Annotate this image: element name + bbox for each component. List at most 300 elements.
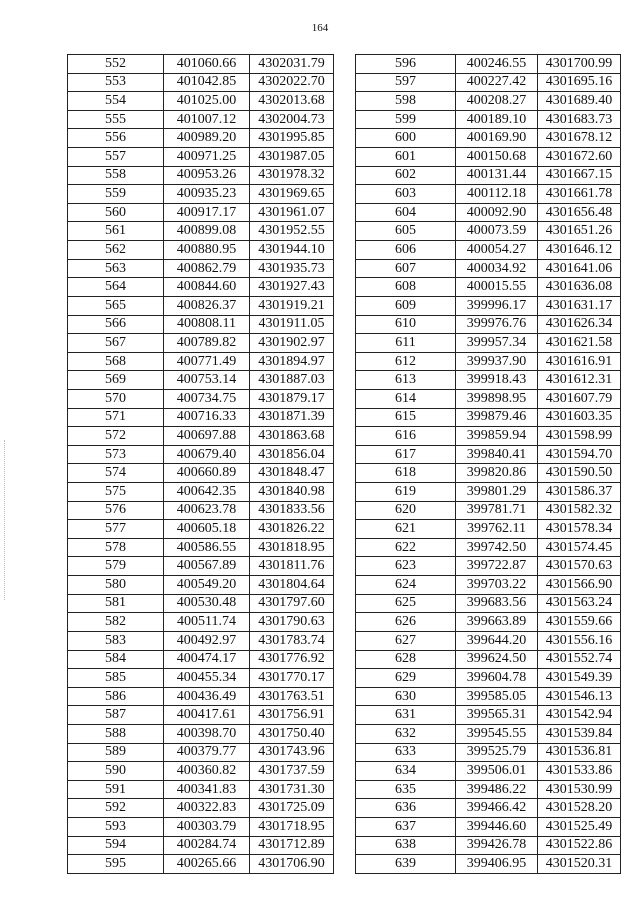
point-number-cell: 626 xyxy=(356,613,456,632)
point-number-cell: 618 xyxy=(356,464,456,483)
x-coordinate-cell: 399859.94 xyxy=(456,427,538,446)
point-number-cell: 638 xyxy=(356,836,456,855)
y-coordinate-cell: 4301566.90 xyxy=(538,576,621,595)
y-coordinate-cell: 4301539.84 xyxy=(538,724,621,743)
table-row xyxy=(356,501,621,520)
table-row xyxy=(68,631,334,650)
point-number-cell: 610 xyxy=(356,315,456,334)
point-number-cell: 599 xyxy=(356,110,456,129)
table-row xyxy=(356,352,621,371)
table-row xyxy=(68,334,334,353)
y-coordinate-cell: 4301887.03 xyxy=(250,371,334,390)
table-row xyxy=(356,594,621,613)
point-number-cell: 629 xyxy=(356,669,456,688)
table-row xyxy=(356,687,621,706)
coordinates-table-right-body xyxy=(356,55,621,874)
x-coordinate-cell: 400474.17 xyxy=(164,650,250,669)
margin-scan-mark xyxy=(4,440,6,600)
table-row xyxy=(68,687,334,706)
y-coordinate-cell: 4301607.79 xyxy=(538,389,621,408)
x-coordinate-cell: 400341.83 xyxy=(164,780,250,799)
y-coordinate-cell: 4301636.08 xyxy=(538,278,621,297)
table-row xyxy=(68,92,334,111)
table-row xyxy=(356,110,621,129)
y-coordinate-cell: 4301695.16 xyxy=(538,73,621,92)
point-number-cell: 609 xyxy=(356,296,456,315)
table-row xyxy=(68,166,334,185)
x-coordinate-cell: 399703.22 xyxy=(456,576,538,595)
x-coordinate-cell: 399624.50 xyxy=(456,650,538,669)
x-coordinate-cell: 400246.55 xyxy=(456,55,538,74)
table-row xyxy=(356,92,621,111)
point-number-cell: 625 xyxy=(356,594,456,613)
y-coordinate-cell: 4301678.12 xyxy=(538,129,621,148)
table-row xyxy=(68,389,334,408)
point-number-cell: 584 xyxy=(68,650,164,669)
x-coordinate-cell: 399898.95 xyxy=(456,389,538,408)
y-coordinate-cell: 4301863.68 xyxy=(250,427,334,446)
table-row xyxy=(356,836,621,855)
y-coordinate-cell: 4301790.63 xyxy=(250,613,334,632)
table-row xyxy=(68,483,334,502)
x-coordinate-cell: 400530.48 xyxy=(164,594,250,613)
table-row xyxy=(68,724,334,743)
table-row xyxy=(68,706,334,725)
x-coordinate-cell: 400015.55 xyxy=(456,278,538,297)
x-coordinate-cell: 400092.90 xyxy=(456,203,538,222)
y-coordinate-cell: 4301871.39 xyxy=(250,408,334,427)
table-row xyxy=(356,762,621,781)
point-number-cell: 620 xyxy=(356,501,456,520)
point-number-cell: 634 xyxy=(356,762,456,781)
y-coordinate-cell: 4301598.99 xyxy=(538,427,621,446)
x-coordinate-cell: 401060.66 xyxy=(164,55,250,74)
y-coordinate-cell: 4301902.97 xyxy=(250,334,334,353)
x-coordinate-cell: 399820.86 xyxy=(456,464,538,483)
table-row xyxy=(356,613,621,632)
table-row xyxy=(68,501,334,520)
y-coordinate-cell: 4301582.32 xyxy=(538,501,621,520)
table-row xyxy=(68,817,334,836)
table-row xyxy=(68,576,334,595)
table-row xyxy=(68,296,334,315)
point-number-cell: 624 xyxy=(356,576,456,595)
point-number-cell: 582 xyxy=(68,613,164,632)
point-number-cell: 565 xyxy=(68,296,164,315)
y-coordinate-cell: 4301586.37 xyxy=(538,483,621,502)
table-row xyxy=(68,557,334,576)
point-number-cell: 575 xyxy=(68,483,164,502)
table-row xyxy=(356,706,621,725)
y-coordinate-cell: 4301848.47 xyxy=(250,464,334,483)
y-coordinate-cell: 4301894.97 xyxy=(250,352,334,371)
point-number-cell: 592 xyxy=(68,799,164,818)
y-coordinate-cell: 4301612.31 xyxy=(538,371,621,390)
point-number-cell: 623 xyxy=(356,557,456,576)
table-row xyxy=(68,445,334,464)
x-coordinate-cell: 399525.79 xyxy=(456,743,538,762)
table-row xyxy=(68,464,334,483)
table-row xyxy=(356,445,621,464)
point-number-cell: 557 xyxy=(68,148,164,167)
point-number-cell: 585 xyxy=(68,669,164,688)
y-coordinate-cell: 4301667.15 xyxy=(538,166,621,185)
point-number-cell: 613 xyxy=(356,371,456,390)
y-coordinate-cell: 4301919.21 xyxy=(250,296,334,315)
y-coordinate-cell: 4301952.55 xyxy=(250,222,334,241)
y-coordinate-cell: 4301621.58 xyxy=(538,334,621,353)
y-coordinate-cell: 4301935.73 xyxy=(250,259,334,278)
point-number-cell: 603 xyxy=(356,185,456,204)
point-number-cell: 639 xyxy=(356,855,456,874)
table-row xyxy=(68,538,334,557)
x-coordinate-cell: 399545.55 xyxy=(456,724,538,743)
table-row xyxy=(356,817,621,836)
table-row xyxy=(68,129,334,148)
y-coordinate-cell: 4301651.26 xyxy=(538,222,621,241)
x-coordinate-cell: 400379.77 xyxy=(164,743,250,762)
table-row xyxy=(68,799,334,818)
x-coordinate-cell: 399879.46 xyxy=(456,408,538,427)
y-coordinate-cell: 4301631.17 xyxy=(538,296,621,315)
table-row xyxy=(68,55,334,74)
x-coordinate-cell: 399762.11 xyxy=(456,520,538,539)
point-number-cell: 554 xyxy=(68,92,164,111)
x-coordinate-cell: 400398.70 xyxy=(164,724,250,743)
y-coordinate-cell: 4301911.05 xyxy=(250,315,334,334)
x-coordinate-cell: 399466.42 xyxy=(456,799,538,818)
table-row xyxy=(68,855,334,874)
x-coordinate-cell: 401025.00 xyxy=(164,92,250,111)
table-row xyxy=(68,185,334,204)
point-number-cell: 556 xyxy=(68,129,164,148)
x-coordinate-cell: 400771.49 xyxy=(164,352,250,371)
y-coordinate-cell: 4301646.12 xyxy=(538,241,621,260)
point-number-cell: 635 xyxy=(356,780,456,799)
x-coordinate-cell: 399406.95 xyxy=(456,855,538,874)
point-number-cell: 576 xyxy=(68,501,164,520)
y-coordinate-cell: 4301743.96 xyxy=(250,743,334,762)
y-coordinate-cell: 4301563.24 xyxy=(538,594,621,613)
table-row xyxy=(68,836,334,855)
point-number-cell: 553 xyxy=(68,73,164,92)
table-row xyxy=(68,278,334,297)
y-coordinate-cell: 4301641.06 xyxy=(538,259,621,278)
y-coordinate-cell: 4301542.94 xyxy=(538,706,621,725)
y-coordinate-cell: 4301661.78 xyxy=(538,185,621,204)
y-coordinate-cell: 4301879.17 xyxy=(250,389,334,408)
y-coordinate-cell: 4301528.20 xyxy=(538,799,621,818)
x-coordinate-cell: 400492.97 xyxy=(164,631,250,650)
x-coordinate-cell: 399742.50 xyxy=(456,538,538,557)
table-row xyxy=(68,743,334,762)
y-coordinate-cell: 4301770.17 xyxy=(250,669,334,688)
y-coordinate-cell: 4301556.16 xyxy=(538,631,621,650)
table-row xyxy=(356,185,621,204)
table-row xyxy=(356,371,621,390)
table-row xyxy=(356,650,621,669)
y-coordinate-cell: 4301559.66 xyxy=(538,613,621,632)
x-coordinate-cell: 400455.34 xyxy=(164,669,250,688)
x-coordinate-cell: 400150.68 xyxy=(456,148,538,167)
x-coordinate-cell: 400322.83 xyxy=(164,799,250,818)
x-coordinate-cell: 400112.18 xyxy=(456,185,538,204)
point-number-cell: 577 xyxy=(68,520,164,539)
table-row xyxy=(356,315,621,334)
x-coordinate-cell: 399801.29 xyxy=(456,483,538,502)
x-coordinate-cell: 401007.12 xyxy=(164,110,250,129)
point-number-cell: 569 xyxy=(68,371,164,390)
point-number-cell: 558 xyxy=(68,166,164,185)
table-row xyxy=(356,724,621,743)
x-coordinate-cell: 400169.90 xyxy=(456,129,538,148)
x-coordinate-cell: 400054.27 xyxy=(456,241,538,260)
y-coordinate-cell: 4301944.10 xyxy=(250,241,334,260)
y-coordinate-cell: 4301533.86 xyxy=(538,762,621,781)
y-coordinate-cell: 4301552.74 xyxy=(538,650,621,669)
x-coordinate-cell: 400623.78 xyxy=(164,501,250,520)
x-coordinate-cell: 399996.17 xyxy=(456,296,538,315)
table-row xyxy=(356,855,621,874)
x-coordinate-cell: 399781.71 xyxy=(456,501,538,520)
y-coordinate-cell: 4301811.76 xyxy=(250,557,334,576)
y-coordinate-cell: 4301616.91 xyxy=(538,352,621,371)
point-number-cell: 590 xyxy=(68,762,164,781)
y-coordinate-cell: 4301856.04 xyxy=(250,445,334,464)
y-coordinate-cell: 4301626.34 xyxy=(538,315,621,334)
point-number-cell: 567 xyxy=(68,334,164,353)
x-coordinate-cell: 401042.85 xyxy=(164,73,250,92)
table-row xyxy=(68,241,334,260)
x-coordinate-cell: 400808.11 xyxy=(164,315,250,334)
x-coordinate-cell: 400605.18 xyxy=(164,520,250,539)
y-coordinate-cell: 4301706.90 xyxy=(250,855,334,874)
y-coordinate-cell: 4301833.56 xyxy=(250,501,334,520)
table-row xyxy=(356,203,621,222)
point-number-cell: 555 xyxy=(68,110,164,129)
x-coordinate-cell: 400265.66 xyxy=(164,855,250,874)
table-row xyxy=(356,389,621,408)
point-number-cell: 570 xyxy=(68,389,164,408)
point-number-cell: 622 xyxy=(356,538,456,557)
y-coordinate-cell: 4301818.95 xyxy=(250,538,334,557)
table-row xyxy=(356,669,621,688)
point-number-cell: 594 xyxy=(68,836,164,855)
point-number-cell: 617 xyxy=(356,445,456,464)
x-coordinate-cell: 400844.60 xyxy=(164,278,250,297)
table-row xyxy=(356,55,621,74)
x-coordinate-cell: 399683.56 xyxy=(456,594,538,613)
x-coordinate-cell: 400360.82 xyxy=(164,762,250,781)
x-coordinate-cell: 400753.14 xyxy=(164,371,250,390)
table-row xyxy=(68,203,334,222)
y-coordinate-cell: 4301700.99 xyxy=(538,55,621,74)
x-coordinate-cell: 399976.76 xyxy=(456,315,538,334)
table-row xyxy=(356,799,621,818)
x-coordinate-cell: 400679.40 xyxy=(164,445,250,464)
y-coordinate-cell: 4301594.70 xyxy=(538,445,621,464)
point-number-cell: 568 xyxy=(68,352,164,371)
x-coordinate-cell: 400549.20 xyxy=(164,576,250,595)
y-coordinate-cell: 4301672.60 xyxy=(538,148,621,167)
point-number-cell: 615 xyxy=(356,408,456,427)
x-coordinate-cell: 400436.49 xyxy=(164,687,250,706)
x-coordinate-cell: 400716.33 xyxy=(164,408,250,427)
x-coordinate-cell: 399585.05 xyxy=(456,687,538,706)
coordinates-table-left xyxy=(67,54,334,874)
x-coordinate-cell: 400899.08 xyxy=(164,222,250,241)
table-row xyxy=(356,296,621,315)
table-row xyxy=(356,464,621,483)
table-row xyxy=(356,520,621,539)
y-coordinate-cell: 4301776.92 xyxy=(250,650,334,669)
y-coordinate-cell: 4301995.85 xyxy=(250,129,334,148)
table-row xyxy=(356,557,621,576)
y-coordinate-cell: 4302004.73 xyxy=(250,110,334,129)
y-coordinate-cell: 4301603.35 xyxy=(538,408,621,427)
table-row xyxy=(68,315,334,334)
point-number-cell: 571 xyxy=(68,408,164,427)
point-number-cell: 631 xyxy=(356,706,456,725)
coordinates-table-left-body xyxy=(68,55,334,874)
y-coordinate-cell: 4301689.40 xyxy=(538,92,621,111)
y-coordinate-cell: 4301840.98 xyxy=(250,483,334,502)
x-coordinate-cell: 400917.17 xyxy=(164,203,250,222)
y-coordinate-cell: 4301961.07 xyxy=(250,203,334,222)
x-coordinate-cell: 399722.87 xyxy=(456,557,538,576)
coordinates-table-right xyxy=(355,54,621,874)
table-row xyxy=(356,427,621,446)
x-coordinate-cell: 399565.31 xyxy=(456,706,538,725)
point-number-cell: 587 xyxy=(68,706,164,725)
table-row xyxy=(68,780,334,799)
point-number-cell: 593 xyxy=(68,817,164,836)
x-coordinate-cell: 400284.74 xyxy=(164,836,250,855)
point-number-cell: 627 xyxy=(356,631,456,650)
point-number-cell: 598 xyxy=(356,92,456,111)
y-coordinate-cell: 4301763.51 xyxy=(250,687,334,706)
x-coordinate-cell: 399604.78 xyxy=(456,669,538,688)
x-coordinate-cell: 400227.42 xyxy=(456,73,538,92)
y-coordinate-cell: 4302031.79 xyxy=(250,55,334,74)
x-coordinate-cell: 400073.59 xyxy=(456,222,538,241)
table-row xyxy=(68,222,334,241)
point-number-cell: 564 xyxy=(68,278,164,297)
table-row xyxy=(356,576,621,595)
x-coordinate-cell: 400660.89 xyxy=(164,464,250,483)
table-row xyxy=(356,222,621,241)
table-row xyxy=(356,743,621,762)
table-row xyxy=(68,352,334,371)
point-number-cell: 563 xyxy=(68,259,164,278)
point-number-cell: 612 xyxy=(356,352,456,371)
point-number-cell: 621 xyxy=(356,520,456,539)
x-coordinate-cell: 399506.01 xyxy=(456,762,538,781)
point-number-cell: 572 xyxy=(68,427,164,446)
x-coordinate-cell: 399644.20 xyxy=(456,631,538,650)
point-number-cell: 595 xyxy=(68,855,164,874)
x-coordinate-cell: 399957.34 xyxy=(456,334,538,353)
y-coordinate-cell: 4301578.34 xyxy=(538,520,621,539)
x-coordinate-cell: 400034.92 xyxy=(456,259,538,278)
x-coordinate-cell: 399937.90 xyxy=(456,352,538,371)
table-row xyxy=(68,762,334,781)
y-coordinate-cell: 4301927.43 xyxy=(250,278,334,297)
x-coordinate-cell: 400511.74 xyxy=(164,613,250,632)
y-coordinate-cell: 4301549.39 xyxy=(538,669,621,688)
point-number-cell: 628 xyxy=(356,650,456,669)
y-coordinate-cell: 4301750.40 xyxy=(250,724,334,743)
y-coordinate-cell: 4301797.60 xyxy=(250,594,334,613)
x-coordinate-cell: 400131.44 xyxy=(456,166,538,185)
x-coordinate-cell: 399446.60 xyxy=(456,817,538,836)
table-row xyxy=(68,650,334,669)
y-coordinate-cell: 4301530.99 xyxy=(538,780,621,799)
table-row xyxy=(68,148,334,167)
point-number-cell: 630 xyxy=(356,687,456,706)
table-row xyxy=(356,538,621,557)
table-row xyxy=(356,259,621,278)
point-number-cell: 559 xyxy=(68,185,164,204)
point-number-cell: 591 xyxy=(68,780,164,799)
point-number-cell: 578 xyxy=(68,538,164,557)
y-coordinate-cell: 4301756.91 xyxy=(250,706,334,725)
x-coordinate-cell: 400935.23 xyxy=(164,185,250,204)
x-coordinate-cell: 400971.25 xyxy=(164,148,250,167)
point-number-cell: 604 xyxy=(356,203,456,222)
x-coordinate-cell: 400734.75 xyxy=(164,389,250,408)
x-coordinate-cell: 399840.41 xyxy=(456,445,538,464)
y-coordinate-cell: 4301987.05 xyxy=(250,148,334,167)
point-number-cell: 586 xyxy=(68,687,164,706)
point-number-cell: 600 xyxy=(356,129,456,148)
point-number-cell: 636 xyxy=(356,799,456,818)
y-coordinate-cell: 4301725.09 xyxy=(250,799,334,818)
y-coordinate-cell: 4301520.31 xyxy=(538,855,621,874)
y-coordinate-cell: 4301546.13 xyxy=(538,687,621,706)
table-row xyxy=(68,259,334,278)
y-coordinate-cell: 4301536.81 xyxy=(538,743,621,762)
y-coordinate-cell: 4301978.32 xyxy=(250,166,334,185)
point-number-cell: 579 xyxy=(68,557,164,576)
point-number-cell: 619 xyxy=(356,483,456,502)
x-coordinate-cell: 400826.37 xyxy=(164,296,250,315)
y-coordinate-cell: 4301570.63 xyxy=(538,557,621,576)
x-coordinate-cell: 400208.27 xyxy=(456,92,538,111)
x-coordinate-cell: 399486.22 xyxy=(456,780,538,799)
point-number-cell: 608 xyxy=(356,278,456,297)
x-coordinate-cell: 400642.35 xyxy=(164,483,250,502)
point-number-cell: 560 xyxy=(68,203,164,222)
point-number-cell: 606 xyxy=(356,241,456,260)
table-row xyxy=(356,241,621,260)
point-number-cell: 605 xyxy=(356,222,456,241)
point-number-cell: 607 xyxy=(356,259,456,278)
point-number-cell: 614 xyxy=(356,389,456,408)
table-row xyxy=(356,334,621,353)
table-row xyxy=(356,148,621,167)
table-row xyxy=(356,278,621,297)
point-number-cell: 574 xyxy=(68,464,164,483)
y-coordinate-cell: 4301804.64 xyxy=(250,576,334,595)
table-row xyxy=(356,408,621,427)
point-number-cell: 632 xyxy=(356,724,456,743)
y-coordinate-cell: 4301969.65 xyxy=(250,185,334,204)
x-coordinate-cell: 399426.78 xyxy=(456,836,538,855)
x-coordinate-cell: 400417.61 xyxy=(164,706,250,725)
x-coordinate-cell: 400953.26 xyxy=(164,166,250,185)
y-coordinate-cell: 4301826.22 xyxy=(250,520,334,539)
